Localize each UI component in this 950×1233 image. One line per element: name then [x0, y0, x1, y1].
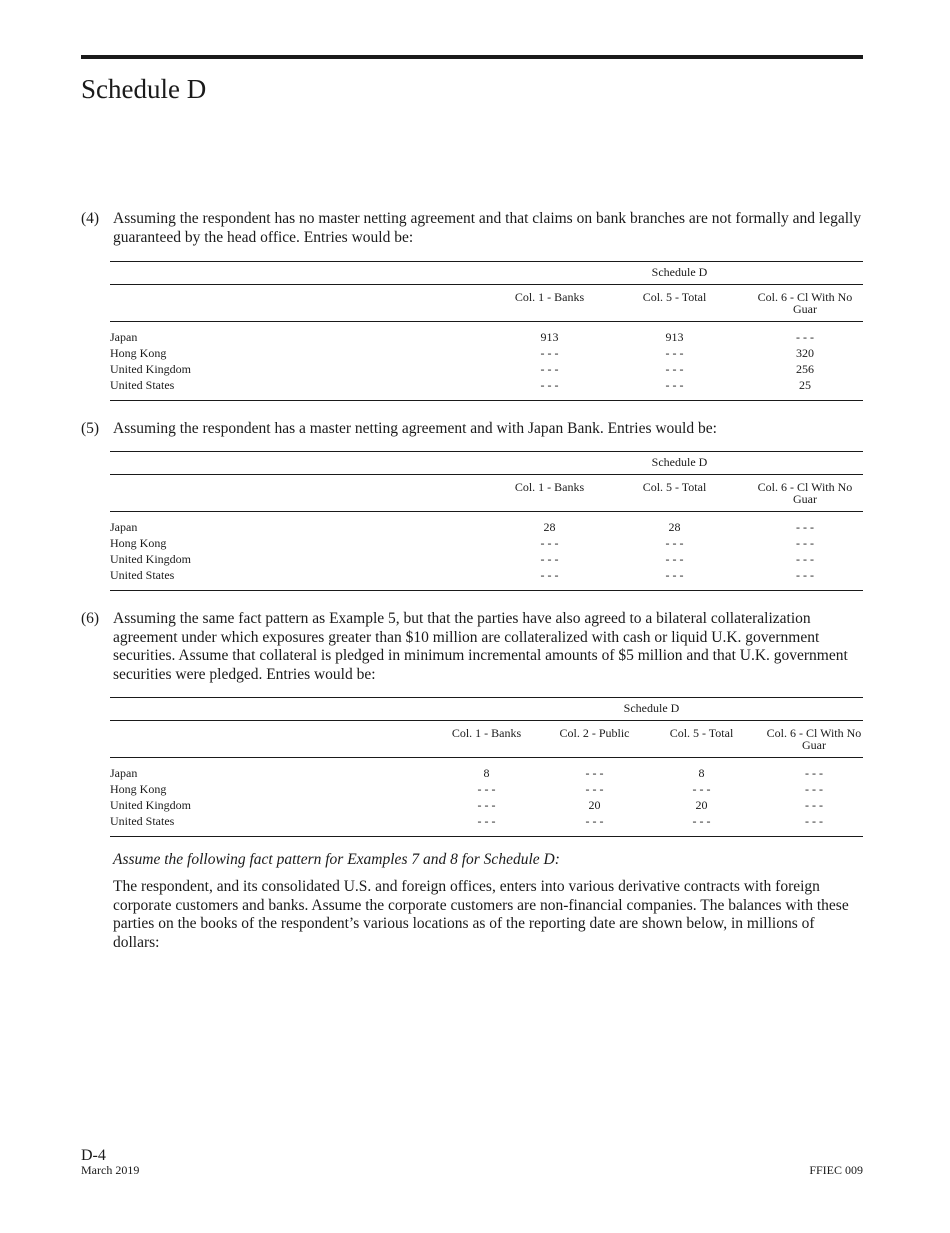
cell: - - -: [665, 346, 684, 360]
cell: - - -: [796, 520, 814, 534]
cell: - - -: [805, 766, 823, 780]
cell: 913: [540, 330, 559, 344]
cell: - - -: [585, 814, 604, 828]
table-row: [110, 519, 863, 535]
cell: - - -: [665, 536, 684, 550]
cell: - - -: [796, 330, 814, 344]
cell: - - -: [540, 568, 559, 582]
cell: - - -: [477, 814, 496, 828]
cell: - - -: [477, 782, 496, 796]
column-header: Col. 6 - Cl With No Guar: [757, 290, 853, 316]
cell: - - -: [805, 782, 823, 796]
row-label: United States: [110, 378, 175, 392]
cell: - - -: [540, 552, 559, 566]
column-header: Col. 1 - Banks: [514, 290, 585, 304]
cell: - - -: [540, 346, 559, 360]
row-label: Hong Kong: [110, 536, 167, 550]
row-label: Hong Kong: [110, 782, 167, 796]
cell: - - -: [585, 782, 604, 796]
schedule-header: Schedule D: [651, 455, 708, 469]
schedule-header: Schedule D: [623, 701, 680, 715]
example-text: Assuming the respondent has a master netting agreement and with Japan Bank. Entries would be:: [113, 420, 717, 437]
example-number: (4): [81, 210, 100, 227]
schedule-header: Schedule D: [651, 265, 708, 279]
cell: - - -: [665, 568, 684, 582]
table-row: [110, 813, 863, 829]
row-label: Japan: [110, 520, 138, 534]
example-text: Assuming the respondent has no master netting agreement and that claims on bank branches are not formally and legally guaranteed by the head office. Entries would be:: [113, 210, 862, 246]
example-number: (5): [81, 420, 100, 437]
page-title: Schedule D: [81, 74, 207, 104]
table-row: [110, 361, 863, 377]
column-header: Col. 2 - Public: [559, 726, 630, 740]
cell: - - -: [796, 536, 814, 550]
row-label: United Kingdom: [110, 798, 191, 812]
row-label: United Kingdom: [110, 362, 191, 376]
footer-form-name: FFIEC 009: [809, 1163, 863, 1177]
fact-pattern-note: Assume the following fact pattern for Examples 7 and 8 for Schedule D:: [113, 851, 560, 868]
row-label: Japan: [110, 330, 138, 344]
footer-date: March 2019: [81, 1163, 140, 1177]
column-header: Col. 5 - Total: [642, 290, 707, 304]
cell: - - -: [692, 814, 711, 828]
cell: 28: [543, 520, 556, 534]
table-row: [110, 797, 863, 813]
cell: 913: [665, 330, 684, 344]
example-5-paragraph: [81, 420, 863, 439]
cell: - - -: [805, 798, 823, 812]
cell: - - -: [805, 814, 823, 828]
table-row: [110, 551, 863, 567]
cell: 25: [799, 378, 811, 392]
cell: - - -: [477, 798, 496, 812]
cell: 28: [668, 520, 681, 534]
cell: 256: [796, 362, 814, 376]
example-5-table: [110, 451, 863, 591]
example-number: (6): [81, 610, 100, 627]
cell: - - -: [692, 782, 711, 796]
cell: 20: [588, 798, 601, 812]
cell: 320: [796, 346, 814, 360]
example-6-paragraph: [81, 610, 863, 684]
example-4-paragraph: [81, 210, 863, 247]
row-label: United Kingdom: [110, 552, 191, 566]
example-4-table: [110, 261, 863, 401]
row-label: Hong Kong: [110, 346, 167, 360]
cell: - - -: [796, 552, 814, 566]
row-label: Japan: [110, 766, 138, 780]
cell: - - -: [540, 378, 559, 392]
table-row: [110, 329, 863, 345]
cell: 20: [695, 798, 708, 812]
cell: 8: [698, 766, 705, 780]
cell: - - -: [540, 362, 559, 376]
footer-page-number: D-4: [81, 1147, 106, 1164]
table-row: [110, 535, 863, 551]
row-label: United States: [110, 814, 175, 828]
example-6-table: [110, 697, 863, 837]
table-row: [110, 377, 863, 393]
row-label: United States: [110, 568, 175, 582]
column-header: Col. 1 - Banks: [451, 726, 522, 740]
cell: - - -: [665, 378, 684, 392]
table-row: [110, 567, 863, 583]
example-text: Assuming the same fact pattern as Example 5, but that the parties have also agreed to a bilateral collateralization agreement under which exposures greater than $10 million are collateralized with cash or liquid U.K. government securities. Assume that collateral is pledged in minimum incremental amounts of $5 million and that U.K. government securities were pledged. Entries would be:: [113, 610, 848, 683]
cell: - - -: [540, 536, 559, 550]
column-header: Col. 5 - Total: [642, 480, 707, 494]
column-header: Col. 5 - Total: [669, 726, 734, 740]
fact-pattern-text: The respondent, and its consolidated U.S. and foreign offices, enters into various derivative contracts with foreign corporate customers and banks. Assume the corporate customers are non-financial companies. The balances with these parties on the books of the respondent’s various locations as of the reporting date are shown below, in millions of dollars:: [113, 878, 849, 951]
column-header: Col. 6 - Cl With No Guar: [766, 726, 862, 752]
cell: - - -: [665, 362, 684, 376]
cell: - - -: [585, 766, 604, 780]
column-header: Col. 6 - Cl With No Guar: [757, 480, 853, 506]
cell: - - -: [665, 552, 684, 566]
top-rule: [81, 55, 863, 59]
cell: 8: [483, 766, 490, 780]
table-row: [110, 781, 863, 797]
table-row: [110, 765, 863, 781]
table-row: [110, 345, 863, 361]
column-header: Col. 1 - Banks: [514, 480, 585, 494]
cell: - - -: [796, 568, 814, 582]
